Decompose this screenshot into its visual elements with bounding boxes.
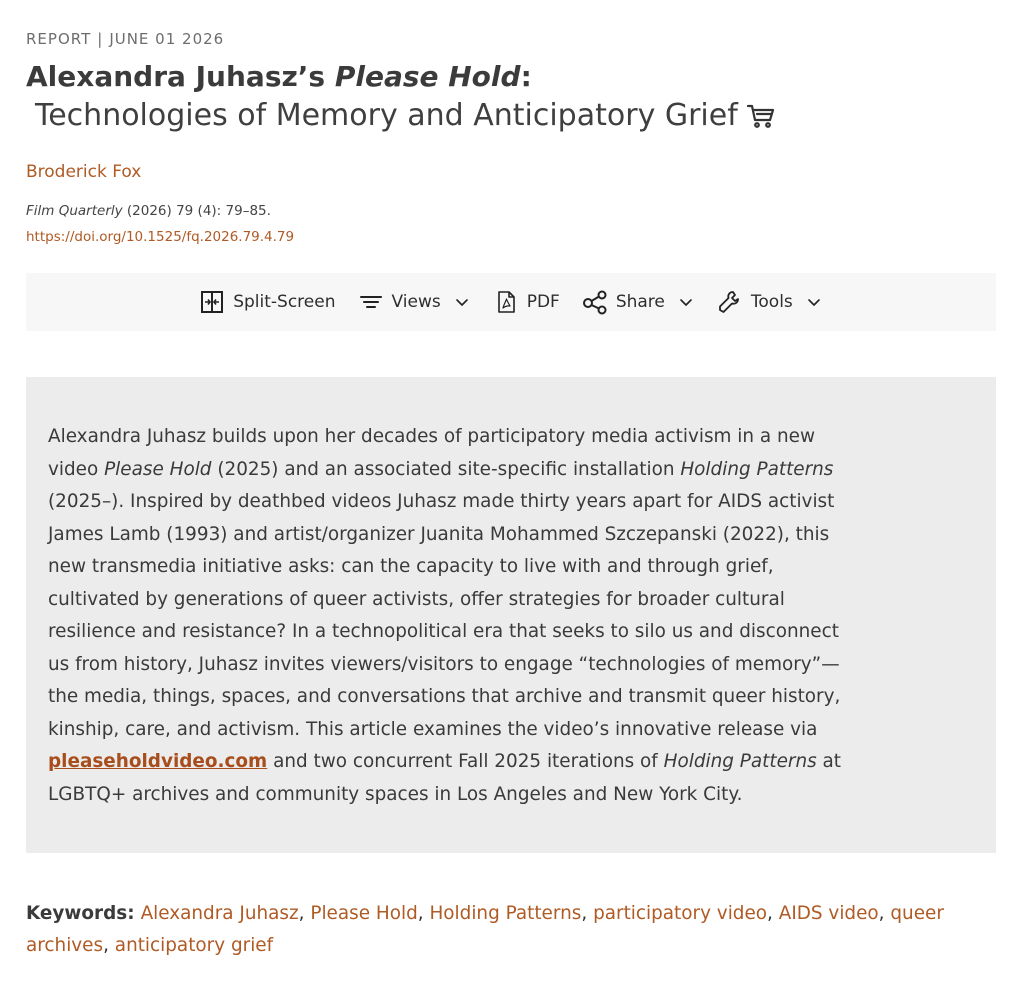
article-type: REPORT [26,30,92,48]
meta-separator: | [97,30,104,48]
keyword-link[interactable]: anticipatory grief [114,935,274,956]
cart-icon[interactable] [746,101,776,131]
abstract-line: video Please Hold (2025) and an associated site-specific installation Holding Patterns [48,458,834,480]
abstract-line: kinship, care, and activism. This article examines the video’s innovative release via [48,718,818,740]
keyword-link[interactable]: AIDS video [778,903,879,924]
abstract-line: the media, things, spaces, and conversations that archive and transmit queer history, [48,686,841,707]
split-screen-button[interactable] [199,289,335,315]
abstract-line: Alexandra Juhasz builds upon her decades of participatory media activism in a new [48,426,816,447]
filter-lines-icon [358,289,384,315]
journal-name: Film Quarterly [26,203,123,219]
pdf-label: PDF [526,292,560,312]
chevron-down-icon [677,293,695,311]
pdf-button[interactable] [493,289,560,315]
keyword-link[interactable]: queer archives [26,903,944,956]
abstract-line: cultivated by generations of queer activists, offer strategies for broader cultural [48,588,785,610]
keyword-link[interactable]: Alexandra Juhasz [140,903,299,924]
abstract-line: resilience and resistance? In a technopolitical era that seeks to silo us and disconnect [48,621,839,642]
split-screen-label: Split-Screen [233,292,336,312]
abstract-text [48,421,974,811]
keyword-link[interactable]: Please Hold [310,903,418,924]
title-italic: Please Hold [334,60,521,93]
citation-details: (2026) 79 (4): 79–85. [122,203,271,219]
doi-link[interactable]: https://doi.org/10.1525/fq.2026.79.4.79 [26,229,295,245]
article-title [26,59,996,95]
views-label: Views [391,292,441,312]
chevron-down-icon [453,293,471,311]
abstract-line: us from history, Juhasz invites viewers/visitors to engage “technologies of memory”— [48,653,840,675]
abstract-line: new transmedia initiative asks: can the capacity to live with and through grief, [48,556,774,577]
abstract-line: LGBTQ+ archives and community spaces in Los Angeles and New York City. [48,783,743,805]
split-screen-icon [199,289,225,315]
citation [26,201,996,221]
keywords-label: Keywords: [26,903,135,924]
views-dropdown[interactable] [358,289,471,315]
abstract-box [26,377,996,853]
article-subtitle: Technologies of Memory and Anticipatory Grief [35,98,738,133]
pdf-file-icon [493,289,519,315]
article-toolbar [26,273,996,331]
tools-dropdown[interactable] [717,289,823,315]
title-suffix: : [520,60,532,93]
keywords-section: Keywords: Alexandra Juhasz, Please Hold, Holding Patterns, participatory video, AIDS video, queer archives, anticipatory grief [26,903,944,956]
abstract-line: (2025–). Inspired by deathbed videos Juhasz made thirty years apart for AIDS activist [48,491,835,512]
author-link[interactable]: Broderick Fox [26,162,142,182]
article-date: JUNE 01 2026 [109,30,225,48]
article-subtitle-row [26,95,996,137]
abstract-line: pleaseholdvideo.com and two concurrent Fall 2025 iterations of Holding Patterns at [48,751,842,772]
share-dropdown[interactable] [582,289,695,315]
chevron-down-icon [805,293,823,311]
article-page [26,28,996,956]
abstract-line: James Lamb (1993) and artist/organizer Juanita Mohammed Szczepanski (2022), this [48,523,830,545]
pleasehold-link[interactable]: pleaseholdvideo.com [48,751,268,772]
share-label: Share [615,292,665,312]
share-icon [582,289,608,315]
title-prefix: Alexandra Juhasz’s [26,60,335,93]
tools-label: Tools [750,292,793,312]
article-meta [26,28,996,50]
keyword-link[interactable]: Holding Patterns [429,903,582,924]
wrench-icon [717,289,743,315]
keyword-link[interactable]: participatory video [593,903,768,924]
